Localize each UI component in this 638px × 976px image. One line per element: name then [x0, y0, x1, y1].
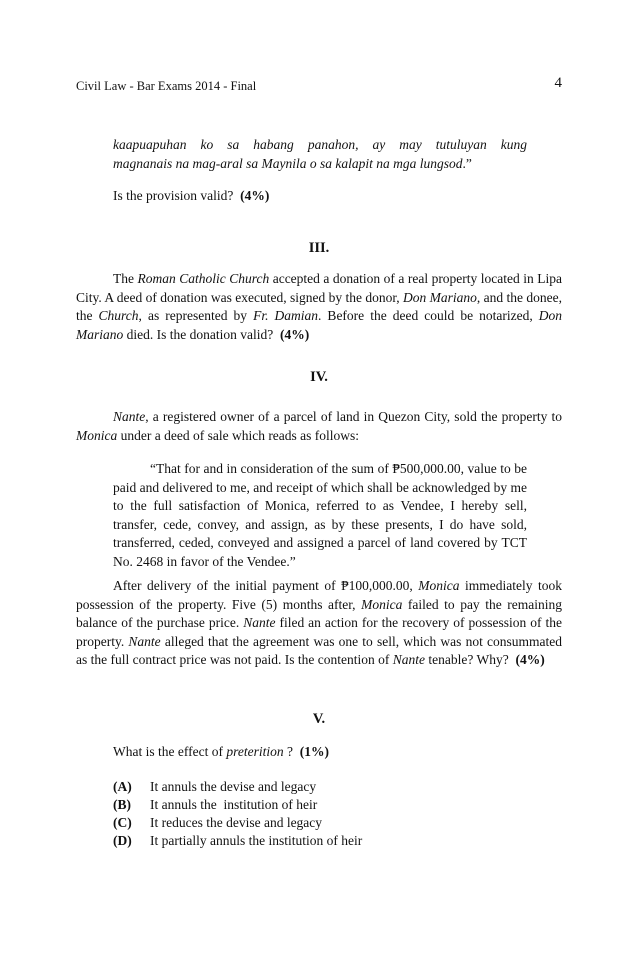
q4-a5: alleged that the agreement was one to sell, which was not consummated as the full contract price was not paid. Is the contention of: [76, 633, 562, 667]
don-mariano-2: Don Mariano: [76, 308, 562, 342]
q4-points: (4%): [515, 652, 545, 667]
header-title: Civil Law - Bar Exams 2014 - Final: [76, 79, 257, 93]
nante-3: Nante: [128, 633, 161, 649]
q4-a2: immediately took possession of the property. Five (5) months after,: [76, 578, 563, 612]
q3-text-5: . Before the deed could be notarized,: [318, 308, 539, 323]
don-mariano: Don Mariano: [403, 289, 477, 305]
q2-question: [113, 187, 527, 206]
q4-a4: filed an action for the recovery of possession of the property.: [76, 615, 562, 649]
q3-text-6: died. Is the donation valid?: [123, 326, 274, 342]
nante-2: Nante: [243, 615, 276, 630]
option-c-text: It reduces the devise and legacy: [150, 815, 323, 830]
q4-text-2: under a deed of sale which reads as follows:: [117, 427, 360, 443]
q4-text-1: , a registered owner of a parcel of land in Quezon City, sold the property to: [145, 409, 562, 424]
monica-3: Monica: [361, 596, 403, 612]
option-a-text: It annuls the devise and legacy: [150, 779, 317, 794]
option-d-letter: (D): [113, 833, 132, 848]
q4-a6: tenable? Why?: [425, 652, 509, 667]
option-d-text: It partially annuls the institution of heir: [150, 833, 363, 848]
option-b-letter: (B): [113, 797, 131, 812]
q5-text-1: What is the effect of: [113, 744, 227, 759]
q3-paragraph: [76, 270, 562, 344]
q4-a1: After delivery of the initial payment of ₱100,000.00,: [113, 578, 419, 593]
deed-quote: “That for and in consideration of the sum of ₱500,000.00, value to be paid and delivered to me, and receipt of which shall be acknowledged by me to the full satisfaction of Monica, referred to as Vendee, I hereby sell, transfer, cede, convey, and assign, as by these presents, I do have sold, transferred, ceded, conveyed and assigned a parcel of land covered by TCT No. 2468 in favor of the Vendee.”: [113, 461, 527, 569]
q5-question: [113, 743, 527, 762]
q4-question: [76, 577, 562, 670]
page-header: [76, 75, 562, 94]
q3-text-4: , as represented by: [138, 308, 254, 323]
q4-intro: [76, 408, 562, 445]
q5-points: (1%): [299, 744, 329, 759]
nante-4: Nante: [392, 652, 426, 667]
q3-text-2: accepted a donation of a real property located in Lipa City. A deed of donation was executed, signed by the donor,: [76, 271, 562, 305]
church: Church: [98, 308, 139, 323]
page-number: 4: [554, 75, 562, 91]
tagalog-line-2-end: .”: [462, 155, 472, 171]
roman-catholic-church: Roman Catholic Church: [137, 271, 270, 286]
option-a: [113, 778, 316, 797]
q3-text-3: , and the donee, the: [76, 289, 562, 323]
option-b-text: It annuls the institution of heir: [150, 797, 318, 812]
monica-2: Monica: [418, 578, 460, 593]
preterition: preterition: [226, 744, 284, 759]
option-d: [113, 832, 362, 851]
nante: Nante: [113, 409, 146, 424]
option-a-letter: (A): [113, 779, 132, 794]
q3-text-1: The: [113, 271, 138, 286]
q5-text-2: ?: [283, 744, 293, 759]
tagalog-line-2: magnanais na mag-aral sa Maynila o sa kalapit na mga lungsod: [113, 155, 463, 171]
q2-points: (4%): [240, 188, 270, 203]
heading-v: V.: [312, 711, 326, 727]
tagalog-line-1: kaapuapuhan ko sa habang panahon, ay may tutuluyan kung: [113, 137, 527, 152]
q4-a3: failed to pay the remaining balance of the purchase price.: [76, 596, 562, 630]
fr-damian: Fr. Damian: [253, 308, 319, 323]
monica: Monica: [76, 427, 118, 443]
option-c: [113, 814, 322, 833]
q2-question-text: Is the provision valid?: [113, 188, 234, 203]
q3-points: (4%): [279, 326, 310, 342]
option-c-letter: (C): [113, 815, 132, 830]
q2-continuation: [113, 136, 527, 173]
option-b: [113, 796, 317, 815]
heading-iii: III.: [308, 240, 330, 256]
heading-iv: IV.: [310, 369, 328, 385]
